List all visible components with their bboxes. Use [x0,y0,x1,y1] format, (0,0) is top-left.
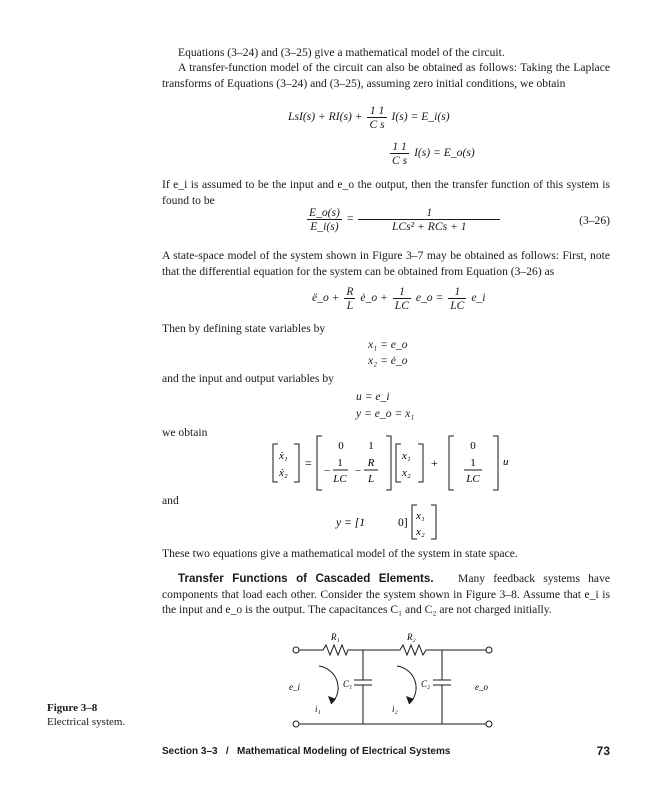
a21-den: LC [333,473,347,485]
equation-laplace-1: LsI(s) + RI(s) + $\frac{1 1}{\text{C s}}$ I(s) = E_i(s) [288,104,450,131]
ei-label: e_i [289,682,300,692]
x1: x₁ [402,450,411,462]
input-variable-u: u = e_i [356,390,390,403]
output-x1: x₁ [416,510,425,522]
c2-label: C₂ [421,679,431,689]
b1: 0 [470,440,476,452]
x2: x₂ [402,467,411,479]
r1-label: R₁ [331,632,340,642]
intro-paragraph: Equations (3–24) and (3–25) give a mathematical model of the circuit. [178,46,505,59]
state-space-conclusion: These two equations give a mathematical model of the system in state space. [162,547,518,560]
c1-label: C₁ [343,679,353,689]
svg-text:=: = [305,456,312,470]
state-variable-x2: x₂ = ė_o [368,354,408,367]
i1-label: i₁ [315,704,321,714]
output-eq-lhs: y = [1 [336,516,366,529]
and-label: and [162,494,179,507]
equation-laplace-2: $\frac{1 1}{\text{C s}}$ I(s) = E_o(s) [392,140,475,167]
transfer-intro-paragraph: A transfer-function model of the circuit can also be obtained as follows: Taking the Laplace transforms of Equations (3–24) and (3–25), assuming zero initial conditions, we obtain [162,61,610,90]
i2-label: i₂ [392,704,398,714]
a21-num: 1 [337,457,343,469]
r2-label: R₂ [407,632,416,642]
cascaded-heading: Transfer Functions of Cascaded Elements. [178,572,434,585]
output-eq-rhs: 0] [398,516,408,529]
svg-text:−: − [355,465,362,477]
eo-label: e_o [475,682,488,692]
transfer-function-equation: $\frac{E\_o(s)}{E\_i(s)}$ = $\frac{1}{\text{LCs² + RCs + 1}}$ [305,206,502,233]
cascaded-elements-paragraph [162,571,610,618]
state-variables-label: Then by defining state variables by [162,322,326,335]
a11: 0 [338,440,344,452]
tf-intro-paragraph: If e_i is assumed to be the input and e_o the output, then the transfer function of this system is found to be [162,178,610,207]
state-space-intro-paragraph: A state-space model of the system shown in Figure 3–7 may be obtained as follows: First, note that the differential equation for the system can be obtained from Equation (3–26) as [162,249,610,278]
a22-num: R [367,457,375,469]
output-x2: x₂ [416,526,425,538]
equation-number-3-26: (3–26) [579,214,610,227]
xdot2: ẋ₂ [279,467,288,479]
page-number: 73 [596,744,610,758]
state-matrix-equation [268,434,518,492]
state-variable-x1: x₁ = e_o [368,338,408,351]
svg-text:−: − [324,465,331,477]
differential-equation: ë_o + $\frac{R}{L}$ ė_o + $\frac{1}{LC}$ e_o = $\frac{1}{LC}$ e_i [312,285,486,312]
circuit-diagram [285,628,510,733]
xdot1: ẋ₁ [279,450,288,462]
figure-caption-subtitle: Electrical system. [47,716,126,728]
obtain-label: we obtain [162,426,208,439]
output-variable-y: y = e_o = x₁ [356,407,415,420]
running-footer: Section 3–3 / Mathematical Modeling of Electrical Systems [162,746,451,757]
figure-caption-title: Figure 3–8 [47,702,98,714]
b2-den: LC [466,473,480,485]
io-variables-label: and the input and output variables by [162,372,334,385]
cascaded-body: Many feedback systems have components that load each other. Consider the system shown in Figure 3–8. Assume that e_i is the input and e_o is the output. The capacitances C₁ and C₂ are not charged initially. [162,572,611,617]
output-equation [330,502,460,542]
u: u [503,456,509,468]
a22-den: L [367,473,375,485]
svg-text:+: + [431,456,438,470]
b2-num: 1 [470,457,476,469]
a12: 1 [368,440,374,452]
